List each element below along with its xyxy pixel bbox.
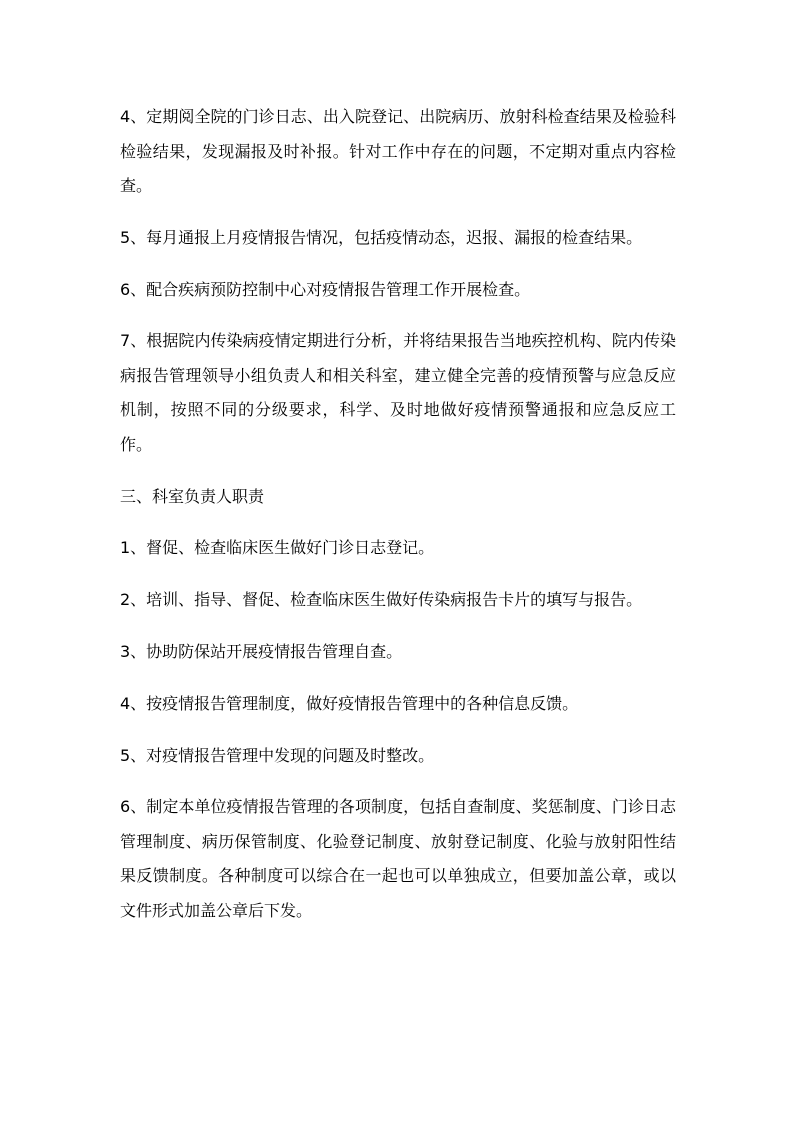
paragraph-duty-2-training: 2、培训、指导、督促、检查临床医生做好传染病报告卡片的填写与报告。: [120, 590, 643, 610]
paragraph-item-6-cooperate-inspection: 6、配合疾病预防控制中心对疫情报告管理工作开展检查。: [120, 279, 531, 299]
paragraph-duty-6-regulations: 6、制定本单位疫情报告管理的各项制度，包括自查制度、奖惩制度、门诊日志管理制度、病历保管制度、化验登记制度、放射登记制度、化验与放射阳性结果反馈制度。各种制度可以综合在一起也可以单独成立，但要加盖公章，或以文件形式加盖公章后下发。: [120, 797, 676, 920]
paragraph-item-4-periodic-review: 4、定期阅全院的门诊日志、出入院登记、出院病历、放射科检查结果及检验科检验结果，发现漏报及时补报。针对工作中存在的问题，不定期对重点内容检查。: [120, 107, 676, 195]
paragraph-item-5-monthly-report: 5、每月通报上月疫情报告情况，包括疫情动态，迟报、漏报的检查结果。: [120, 227, 643, 247]
paragraph-duty-4-feedback: 4、按疫情报告管理制度，做好疫情报告管理中的各种信息反馈。: [120, 693, 579, 713]
paragraph-duty-5-rectification: 5、对疫情报告管理中发现的问题及时整改。: [120, 745, 435, 765]
paragraph-duty-3-self-inspection: 3、协助防保站开展疫情报告管理自查。: [120, 642, 403, 662]
paragraph-item-7-analysis-warning: 7、根据院内传染病疫情定期进行分析，并将结果报告当地疾控机构、院内传染病报告管理领导小组负责人和相关科室，建立健全完善的疫情预警与应急反应机制，按照不同的分级要求，科学、及时地做好疫情预警通报和应急反应工作。: [120, 331, 676, 454]
section-heading-department-head-duties: 三、科室负责人职责: [120, 486, 265, 506]
paragraph-duty-1-clinic-log: 1、督促、检查临床医生做好门诊日志登记。: [120, 538, 435, 558]
document-body: [120, 100, 676, 946]
